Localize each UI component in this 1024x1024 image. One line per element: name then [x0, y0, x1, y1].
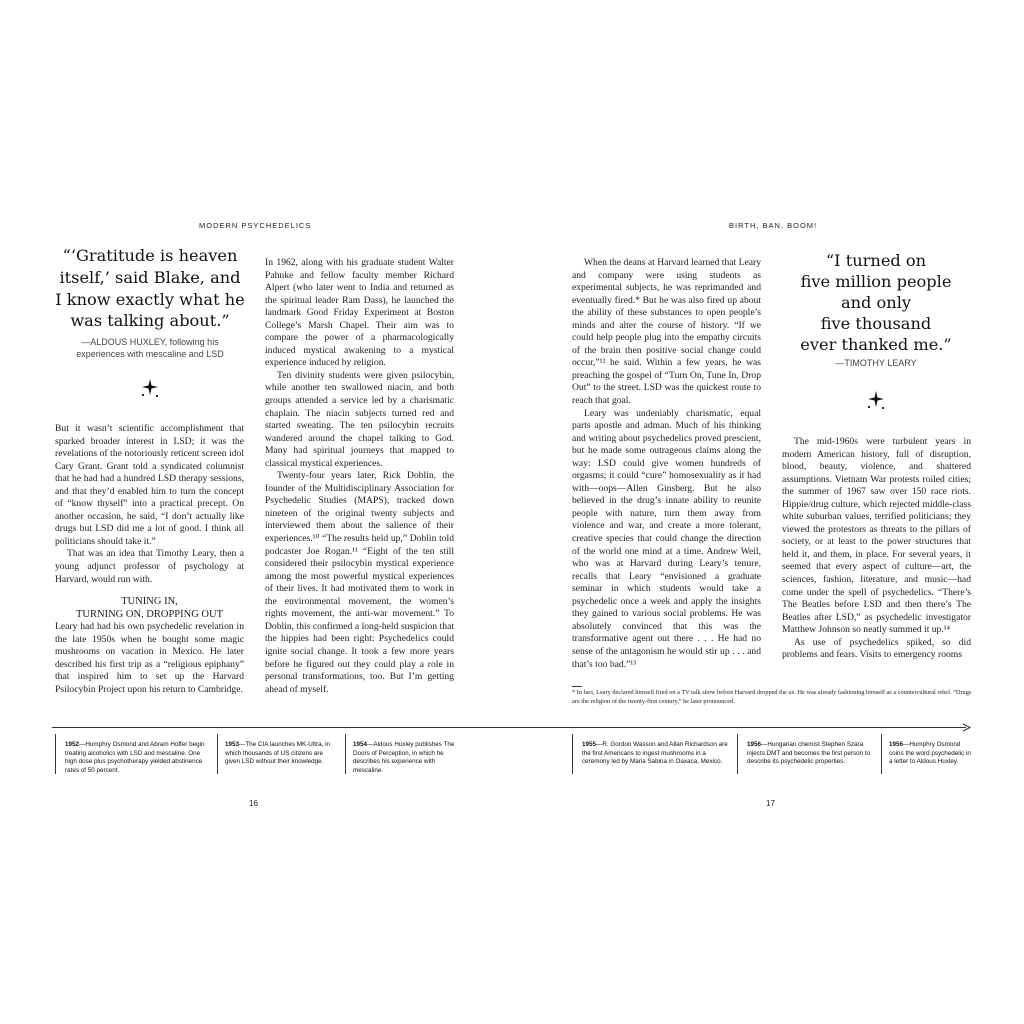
timeline-text: —Humphry Osmond and Abram Hoffer begin treating alcoholics with LSD and mescaline. One high dose plus psychotherapy yielded abstinence rates of 50 percent.	[65, 741, 205, 774]
paragraph: But it wasn’t scientific accomplishment that sparked broader interest in LSD; it was the revelations of the notoriously reticent screen idol Cary Grant. Grant told a syndicated columnist that he had had a hundred LSD therapy sessions, and that they’d enabled him to turn the concept of “know thyself” into a practical precept. On another occasion, he said, “I don’t actually like drugs but LSD did me a lot of good. I think all politicians should take it.”	[55, 423, 244, 547]
timeline-text: —The CIA launches MK-Ultra, in which thousands of US citizens are given LSD without their knowledge.	[225, 741, 331, 766]
right-quote-attribution: —TIMOTHY LEARY	[835, 358, 917, 368]
quote-line: itself,’ said Blake, and	[59, 267, 241, 287]
footnote-rule	[572, 686, 582, 687]
paragraph: That was an idea that Timothy Leary, then a young adjunct professor of psychology at Harvard, would run with.	[55, 548, 244, 585]
timeline-tick	[881, 734, 882, 774]
quote-line: ever thanked me.”	[800, 335, 952, 354]
attribution-line: experiences with mescaline and LSD	[76, 349, 224, 359]
paragraph: As use of psychedelics spiked, so did problems and fears. Visits to emergency rooms	[782, 636, 971, 661]
timeline-text: —R. Gordon Wasson and Allan Richardson are the first Americans to ingest mushrooms in a ceremony led by Maria Sabina in Oaxaca, Mexico.	[582, 741, 728, 766]
quote-line: five million people	[800, 272, 952, 291]
paragraph: Leary was undeniably charismatic, equal parts apostle and adman. Much of his thinking and writing about psychedelics proved prescient, but he made some outrageous claims along the way: LSD could give women hundreds of orgasms; it could “cure” homosexuality as it had with—oops—Allen Ginsberg. But he also believed in the drug’s innate ability to reunite people with nature, turn them away from violence and war, and create a more tolerant, creative species that could change the direction of the world one mind at a time. Andrew Weil, who was at Harvard during Leary’s tenure, recalls that Leary “envisioned a graduate seminar in which students would take a psychedelic once a week and apply the insights they gained to various social problems. He was absolutely convinced that this was the transformative agent out there . . . He had no sense of the antagonism he would stir up . . . and that’s too bad.”¹³	[572, 407, 761, 670]
paragraph: Twenty-four years later, Rick Doblin, the founder of the Multidisciplinary Association for Psychedelic Studies (MAPS), tracked down nineteen of the original twenty subjects and interviewed them about the salience of their experiences.¹⁰ “The results held up,” Doblin told podcaster Joe Rogan.¹¹ “Eight of the ten still considered their psilocybin mystical experience among the most powerful mystical experiences of their lives. It had motivated them to work in the environmental movement, the women’s rights movement, the anti-war movement.” To Doblin, this confirmed a long-held suspicion that the hippies had been right: Psychedelics could ignite social change. It took a few more years before he figured out they could play a role in personal transformations, too. But I’m getting ahead of myself.	[265, 470, 454, 695]
quote-line: “‘Gratitude is heaven	[62, 246, 238, 265]
timeline-year: 1956	[889, 741, 904, 748]
section-subhead	[55, 596, 244, 621]
paragraph: The mid-1960s were turbulent years in modern American history, full of disruption, blood, beauty, violence, and shattered assumptions. Vietnam War protests roiled cities; the summer of 1967 saw over 150 race riots. Hippie/drug culture, which rejected middle-class white suburban values, terrified politicians; they viewed the protestors as threats to the pillars of society, or at least to the power structures that held it, and them, in place. For several years, it seemed that every aspect of culture—art, the sciences, fashion, literature, and music—had come under the spell of psychedelics. “There’s The Beatles before LSD and then there’s The Beatles after LSD,” as psychedelic investigator Matthew Johnson so neatly summed it up.¹⁴	[782, 436, 971, 636]
timeline-text: —Aldous Huxley publishes The Doors of Perception, in which he describes his experience with mescaline.	[353, 741, 455, 774]
right-pull-quote	[778, 250, 974, 355]
subhead-line: TUNING IN,	[121, 596, 178, 608]
right-column-1	[572, 257, 761, 671]
timeline-year: 1954	[353, 741, 368, 748]
timeline-tick	[217, 734, 218, 774]
sparkle-icon	[139, 377, 161, 399]
timeline-entry	[225, 741, 338, 767]
paragraph: In 1962, along with his graduate student Walter Pahnke and fellow faculty member Richard Alpert (who later went to India and returned as the spiritual leader Ram Dass), he launched the landmark Good Friday Experiment at Boston College’s Marsh Chapel. Their aim was to compare the power of a pharmacologically induced mystical awakening to a mystical experience induced by religion.	[265, 257, 454, 369]
right-running-head: BIRTH, BAN, BOOM!	[729, 221, 818, 230]
right-page-number: 17	[766, 799, 775, 808]
timeline-text: —Humphry Osmond coins the word psychedelic in a letter to Aldous Huxley.	[889, 741, 971, 766]
sparkle-icon	[865, 389, 887, 411]
timeline-axis	[52, 727, 966, 728]
left-column-2	[265, 257, 454, 696]
quote-line: I know exactly what he	[55, 289, 245, 309]
attribution-line: —ALDOUS HUXLEY, following his	[81, 337, 219, 347]
footnote: * In fact, Leary declared himself fired on a TV talk show before Harvard dropped the ax. He was already fashioning himself as a countercultural rebel. “Drugs are the religion of the twenty-first century,” he later pronounced.	[572, 689, 972, 705]
timeline-entry	[582, 741, 728, 767]
timeline-year: 1952	[65, 741, 80, 748]
timeline-year: 1956	[747, 741, 762, 748]
timeline-tick	[572, 734, 573, 774]
left-running-head: MODERN PSYCHEDELICS	[199, 221, 312, 230]
paragraph: When the deans at Harvard learned that Leary and company were using students as experimental subjects, he was reprimanded and eventually fired.* But he was also fired up about the ability of these substances to open people’s minds and alter the course of history. “If we could help people plug into the empathy circuits of the brain then positive social change could occur,”¹² he said. Within a few years, he was preaching the gospel of “Turn On, Tune In, Drop Out” to the street. LSD was the quickest route to reach that goal.	[572, 257, 761, 407]
timeline-text: —Hungarian chemist Stephen Szára injects DMT and becomes the first person to describe its psychedelic properties.	[747, 741, 871, 766]
left-quote-attribution	[52, 336, 248, 360]
subhead-line: TURNING ON, DROPPING OUT	[76, 608, 223, 620]
quote-line: five thousand	[820, 314, 932, 333]
paragraph: Ten divinity students were given psilocybin, while another ten swallowed niacin, and both groups attended a service led by a charismatic chaplain. The niacin subjects turned red and started sweating. The ten psilocybin recruits wandered around the chapel talking to God. Many had spiritual journeys that mapped to classical mystical experiences.	[265, 369, 454, 469]
timeline-tick	[55, 734, 56, 774]
timeline-entry	[65, 741, 213, 775]
quote-line: was talking about.”	[70, 311, 230, 331]
paragraph: Leary had had his own psychedelic revelation in the late 1950s when he bought some magic mushrooms on vacation in Mexico. He later described his first trip as a “religious epiphany” that inspired him to set up the Harvard Psilocybin Project upon his return to Cambridge.	[55, 621, 244, 695]
right-column-2	[782, 436, 971, 662]
timeline-entry	[353, 741, 459, 775]
timeline-year: 1955	[582, 741, 597, 748]
left-pull-quote	[52, 245, 248, 332]
quote-line: and only	[840, 293, 912, 312]
timeline-entry	[747, 741, 873, 767]
quote-line: “I turned on	[825, 251, 927, 270]
timeline-tick	[737, 734, 738, 774]
timeline-tick	[345, 734, 346, 774]
arrow-right-icon	[962, 723, 972, 732]
timeline-year: 1953	[225, 741, 240, 748]
left-column-1	[55, 423, 244, 696]
timeline-entry	[889, 741, 973, 767]
left-page-number: 16	[249, 799, 258, 808]
